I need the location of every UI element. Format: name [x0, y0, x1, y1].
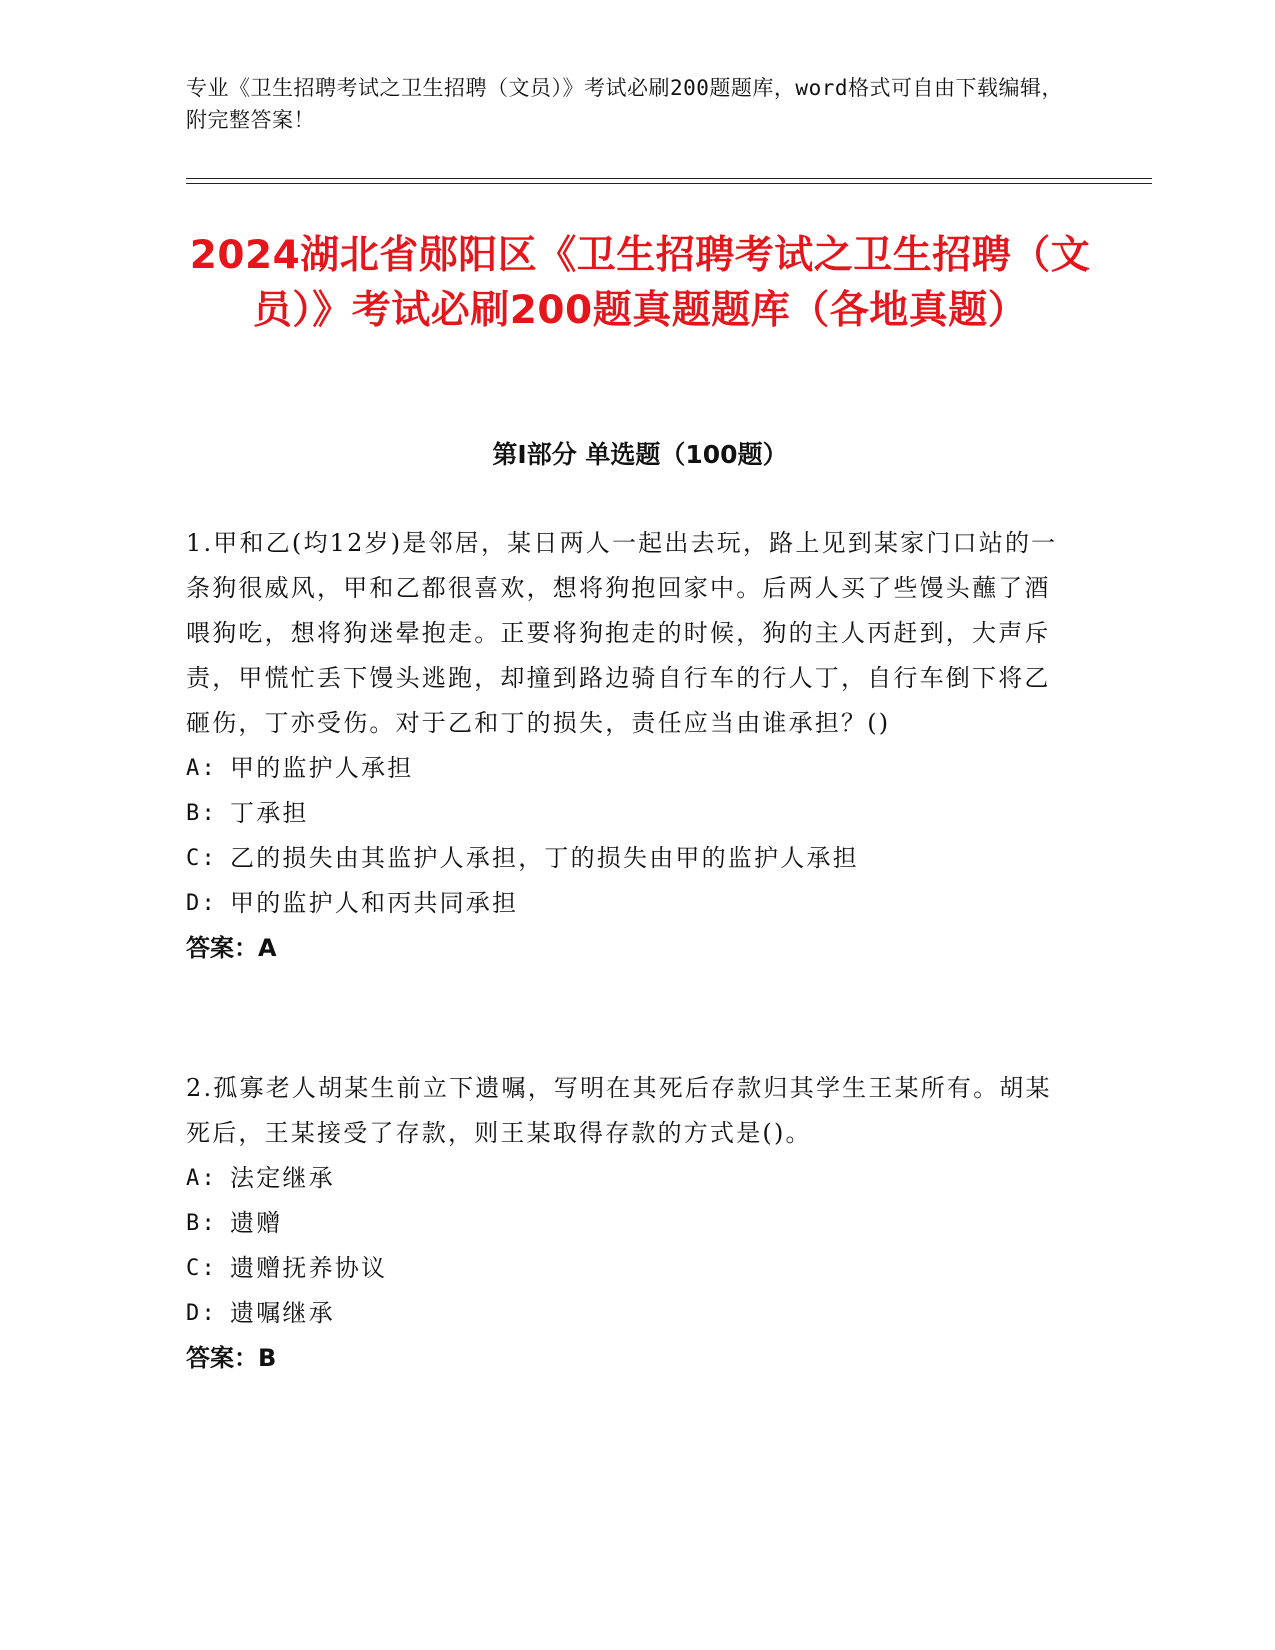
question-block: [186, 1066, 1076, 1381]
option-text: 遗赠: [230, 1209, 283, 1237]
question-block: [186, 521, 1076, 971]
option-key: A:: [186, 756, 217, 781]
section-title: 第Ⅰ部分 单选题（100题）: [492, 440, 788, 469]
question-stem: 2.孤寡老人胡某生前立下遗嘱，写明在其死后存款归其学生王某所有。胡某死后，王某接受了存款，则王某取得存款的方式是()。: [186, 1074, 1052, 1147]
option-text: 甲的监护人承担: [230, 754, 414, 782]
option-text: 乙的损失由其监护人承担，丁的损失由甲的监护人承担: [230, 844, 859, 872]
option-b: [186, 791, 1076, 836]
option-key: C:: [186, 1256, 217, 1281]
answer-label: 答案：A: [186, 934, 277, 962]
option-text: 遗赠抚养协议: [230, 1254, 388, 1282]
option-d: [186, 881, 1076, 926]
option-key: D:: [186, 891, 217, 916]
answer-label: 答案：B: [186, 1344, 277, 1372]
option-a: [186, 1156, 1076, 1201]
option-text: 甲的监护人和丙共同承担: [230, 889, 519, 917]
header-divider-bottom: [186, 183, 1152, 184]
header-note: 专业《卫生招聘考试之卫生招聘（文员）》考试必刷200题题库，word格式可自由下载编辑，附完整答案！: [186, 76, 1063, 132]
header-divider-top: [186, 178, 1152, 179]
option-key: C:: [186, 846, 217, 871]
option-text: 法定继承: [230, 1164, 335, 1192]
option-key: A:: [186, 1166, 217, 1191]
option-d: [186, 1291, 1076, 1336]
option-key: D:: [186, 1301, 217, 1326]
option-key: B:: [186, 801, 217, 826]
option-text: 丁承担: [230, 799, 309, 827]
document-title: 2024湖北省郧阳区《卫生招聘考试之卫生招聘（文员）》考试必刷200题真题题库（各地真题）: [189, 233, 1091, 333]
option-c: [186, 1246, 1076, 1291]
option-key: B:: [186, 1211, 217, 1236]
option-c: [186, 836, 1076, 881]
question-stem: 1.甲和乙(均12岁)是邻居，某日两人一起出去玩，路上见到某家门口站的一条狗很威风，甲和乙都很喜欢，想将狗抱回家中。后两人买了些馒头蘸了酒喂狗吃，想将狗迷晕抱走。正要将狗抱走的时候，狗的主人丙赶到，大声斥责，甲慌忙丢下馒头逃跑，却撞到路边骑自行车的行人丁，自行车倒下将乙砸伤，丁亦受伤。对于乙和丁的损失，责任应当由谁承担？(): [186, 529, 1058, 737]
option-text: 遗嘱继承: [230, 1299, 335, 1327]
option-b: [186, 1201, 1076, 1246]
option-a: [186, 746, 1076, 791]
